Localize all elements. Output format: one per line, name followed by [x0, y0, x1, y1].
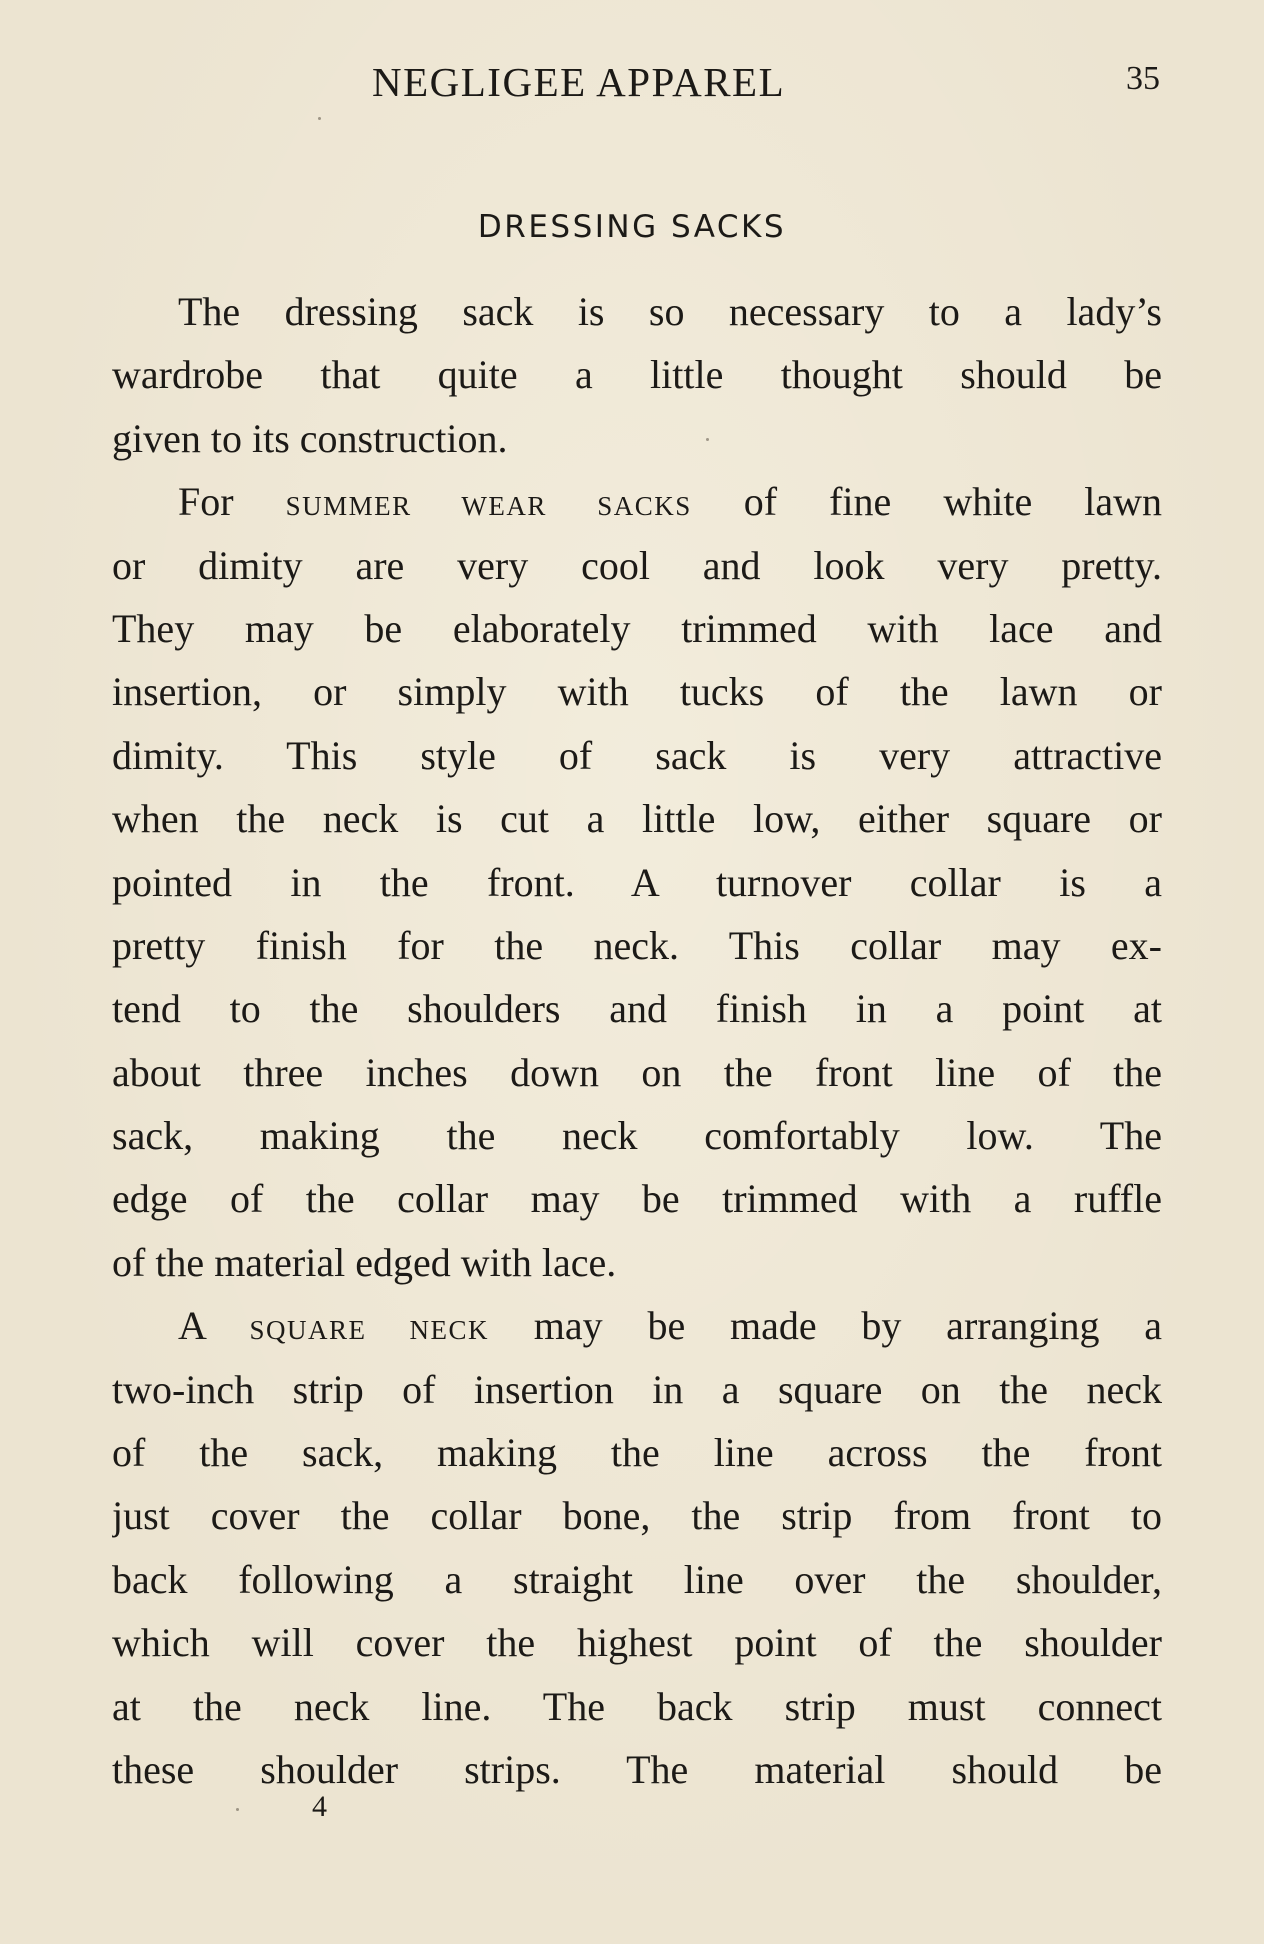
- text-run: A: [178, 1303, 250, 1349]
- text-run: tend to the shoulders and finish in a point at: [112, 986, 1162, 1032]
- text-line: [112, 1358, 1162, 1421]
- small-caps-run: SUMMER WEAR SACKS: [285, 491, 692, 522]
- text-run: sack, making the neck comfortably low. The: [112, 1113, 1162, 1159]
- text-run: pretty finish for the neck. This collar may ex-: [112, 922, 1162, 968]
- text-run: For: [178, 479, 286, 525]
- text-run: back following a straight line over the shoulder,: [112, 1556, 1162, 1602]
- text-line: [112, 787, 1162, 850]
- text-line-content: [112, 1104, 1162, 1167]
- text-line-content: [112, 1421, 1162, 1484]
- text-line: [112, 851, 1162, 914]
- body-text: [112, 280, 1162, 1801]
- text-line-content: [112, 1484, 1162, 1547]
- text-run: may be made by arranging a: [489, 1303, 1162, 1349]
- signature-mark: 4: [312, 1790, 327, 1823]
- small-caps-run: SQUARE NECK: [249, 1315, 490, 1346]
- text-run: which will cover the highest point of the shoulder: [112, 1620, 1162, 1666]
- text-line: [112, 1231, 1162, 1294]
- text-line-content: [112, 724, 1162, 787]
- text-line: [112, 1611, 1162, 1674]
- text-line-content: [112, 851, 1162, 914]
- text-line: [112, 343, 1162, 406]
- running-title: NEGLIGEE APPAREL: [372, 59, 786, 105]
- text-run: about three inches down on the front line of the: [112, 1049, 1162, 1095]
- text-line: [112, 1041, 1162, 1104]
- text-line-content: [112, 1167, 1162, 1230]
- text-line-content: [112, 1738, 1162, 1801]
- text-line: [112, 597, 1162, 660]
- text-line-content: [112, 1611, 1162, 1674]
- text-line: [112, 1548, 1162, 1611]
- text-run: given to its construction.: [112, 415, 508, 461]
- text-run: when the neck is cut a little low, either square or: [112, 796, 1162, 842]
- paper-speck: [318, 117, 321, 120]
- text-line-content: [112, 660, 1162, 723]
- text-line: [112, 1421, 1162, 1484]
- text-run: The dressing sack is so necessary to a lady’s: [178, 289, 1162, 334]
- text-line-content: [112, 977, 1162, 1040]
- text-run: these shoulder strips. The material should be: [112, 1746, 1162, 1792]
- section-heading: DRESSING SACKS: [477, 209, 787, 245]
- text-line: [112, 1167, 1162, 1230]
- text-line-content: [112, 787, 1162, 850]
- page-number: 35: [1126, 60, 1160, 97]
- text-run: dimity. This style of sack is very attractive: [112, 732, 1162, 778]
- text-line-content: [112, 1548, 1162, 1611]
- text-line-content: [112, 1358, 1162, 1421]
- text-run: of fine white lawn: [691, 479, 1162, 525]
- text-line-content: [112, 343, 1162, 406]
- text-line: [112, 1484, 1162, 1547]
- text-line-content: [178, 280, 1162, 343]
- text-line-content: [178, 1294, 1162, 1357]
- text-line: [112, 660, 1162, 723]
- text-line-content: [178, 470, 1162, 533]
- text-run: at the neck line. The back strip must connect: [112, 1683, 1162, 1729]
- text-run: insertion, or simply with tucks of the lawn or: [112, 669, 1162, 715]
- text-line-content: [112, 914, 1162, 977]
- running-head: [110, 58, 1160, 108]
- text-line: [112, 1104, 1162, 1167]
- text-line: [112, 470, 1162, 533]
- text-run: They may be elaborately trimmed with lace and: [112, 605, 1162, 651]
- paper-speck: [236, 1808, 239, 1811]
- text-run: edge of the collar may be trimmed with a ruffle: [112, 1176, 1162, 1222]
- text-line-content: [112, 597, 1162, 660]
- text-line: [112, 534, 1162, 597]
- paper-speck: [706, 438, 709, 441]
- text-run: or dimity are very cool and look very pretty.: [112, 542, 1162, 588]
- text-line-content: [112, 407, 1162, 470]
- text-line: [112, 280, 1162, 343]
- text-run: just cover the collar bone, the strip from front to: [112, 1493, 1162, 1539]
- text-line: [112, 1294, 1162, 1357]
- text-line-content: [112, 1675, 1162, 1738]
- text-line: [112, 724, 1162, 787]
- text-line: [112, 1675, 1162, 1738]
- text-line: [112, 407, 1162, 470]
- text-run: of the sack, making the line across the front: [112, 1430, 1162, 1476]
- text-run: wardrobe that quite a little thought should be: [112, 352, 1162, 398]
- text-line: [112, 977, 1162, 1040]
- text-line-content: [112, 534, 1162, 597]
- text-run: two-inch strip of insertion in a square on the neck: [112, 1366, 1162, 1412]
- text-line: [112, 1738, 1162, 1801]
- text-run: of the material edged with lace.: [112, 1239, 617, 1285]
- text-line-content: [112, 1231, 1162, 1294]
- text-line: [112, 914, 1162, 977]
- text-run: pointed in the front. A turnover collar is a: [112, 859, 1162, 905]
- text-line-content: [112, 1041, 1162, 1104]
